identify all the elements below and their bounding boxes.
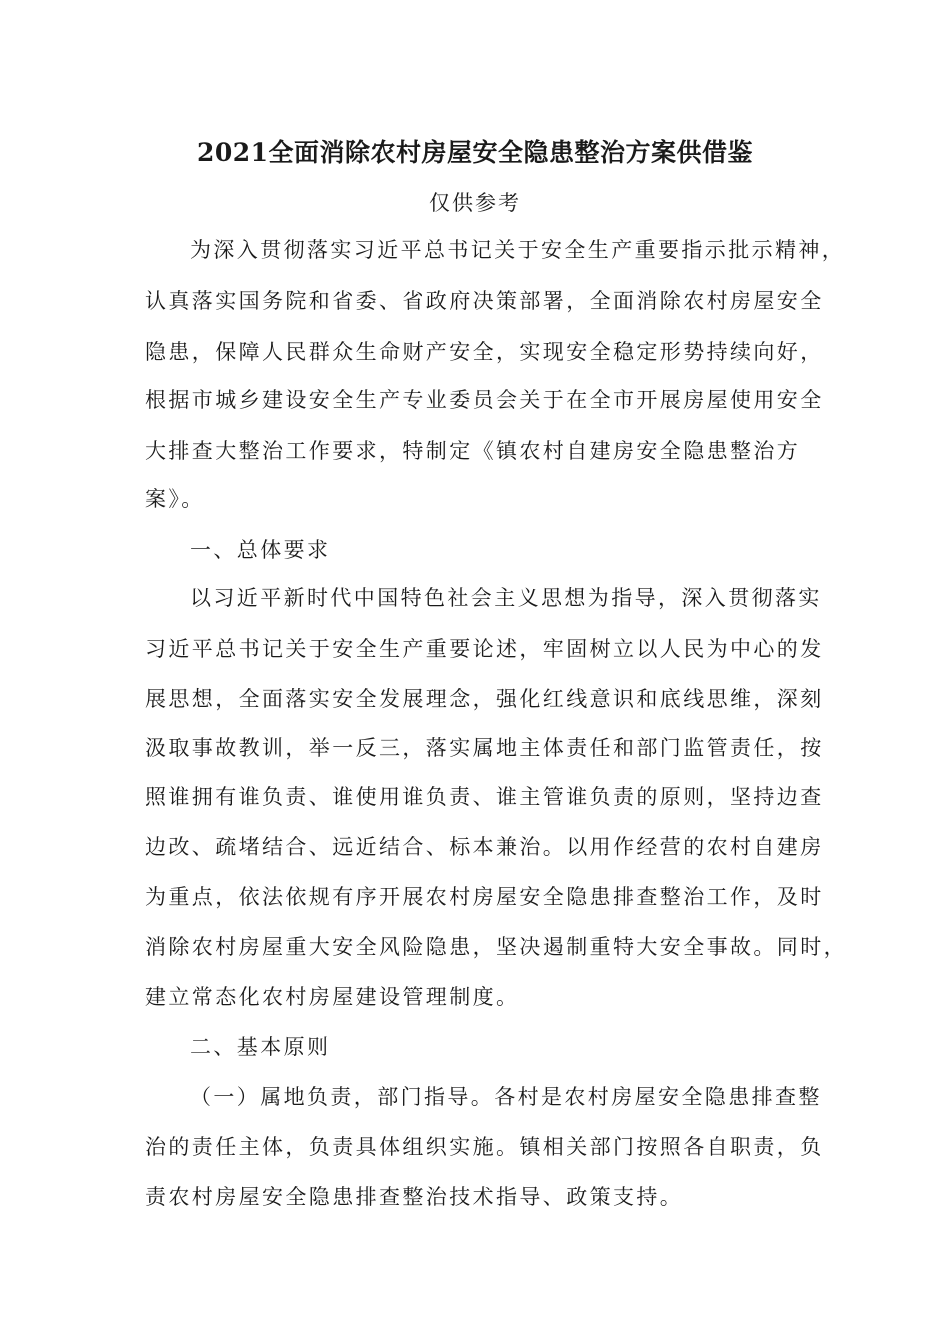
paragraph-line: 隐患，保障人民群众生命财产安全，实现安全稳定形势持续向好， <box>145 340 824 364</box>
section-heading: 一、总体要求 <box>190 538 331 562</box>
section-heading: 二、基本原则 <box>190 1035 331 1059</box>
paragraph-line: 以习近平新时代中国特色社会主义思想为指导，深入贯彻落实 <box>190 586 822 610</box>
paragraph-line: 治的责任主体，负责具体组织实施。镇相关部门按照各自职责，负 <box>145 1135 824 1159</box>
paragraph-line: 为重点，依法依规有序开展农村房屋安全隐患排查整治工作，及时 <box>145 885 824 909</box>
paragraph-line: 展思想，全面落实安全发展理念，强化红线意识和底线思维，深刻 <box>145 687 824 711</box>
paragraph-line: 消除农村房屋重大安全风险隐患，坚决遏制重特大安全事故。同时， <box>145 935 847 959</box>
paragraph-line: 案》。 <box>145 487 205 511</box>
paragraph-line: 大排查大整治工作要求，特制定《镇农村自建房安全隐患整治方 <box>145 439 801 463</box>
paragraph-line: 习近平总书记关于安全生产重要论述，牢固树立以人民为中心的发 <box>145 637 824 661</box>
paragraph-line: 边改、疏堵结合、远近结合、标本兼治。以用作经营的农村自建房 <box>145 835 824 859</box>
paragraph-line: 责农村房屋安全隐患排查整治技术指导、政策支持。 <box>145 1185 684 1209</box>
document-subtitle: 仅供参考 <box>429 191 521 215</box>
paragraph-line: 汲取事故教训，举一反三，落实属地主体责任和部门监管责任，按 <box>145 736 824 760</box>
document-title: 2021全面消除农村房屋安全隐患整治方案供借鉴 <box>196 138 754 167</box>
paragraph-line: 照谁拥有谁负责、谁使用谁负责、谁主管谁负责的原则，坚持边查 <box>145 785 824 809</box>
paragraph-line: 认真落实国务院和省委、省政府决策部署，全面消除农村房屋安全 <box>145 289 824 313</box>
paragraph-line: 根据市城乡建设安全生产专业委员会关于在全市开展房屋使用安全 <box>145 388 824 412</box>
paragraph-line: 建立常态化农村房屋建设管理制度。 <box>145 985 520 1009</box>
paragraph-line: 为深入贯彻落实习近平总书记关于安全生产重要指示批示精神， <box>190 238 846 262</box>
paragraph-line: （一）属地负责，部门指导。各村是农村房屋安全隐患排查整 <box>190 1085 822 1109</box>
